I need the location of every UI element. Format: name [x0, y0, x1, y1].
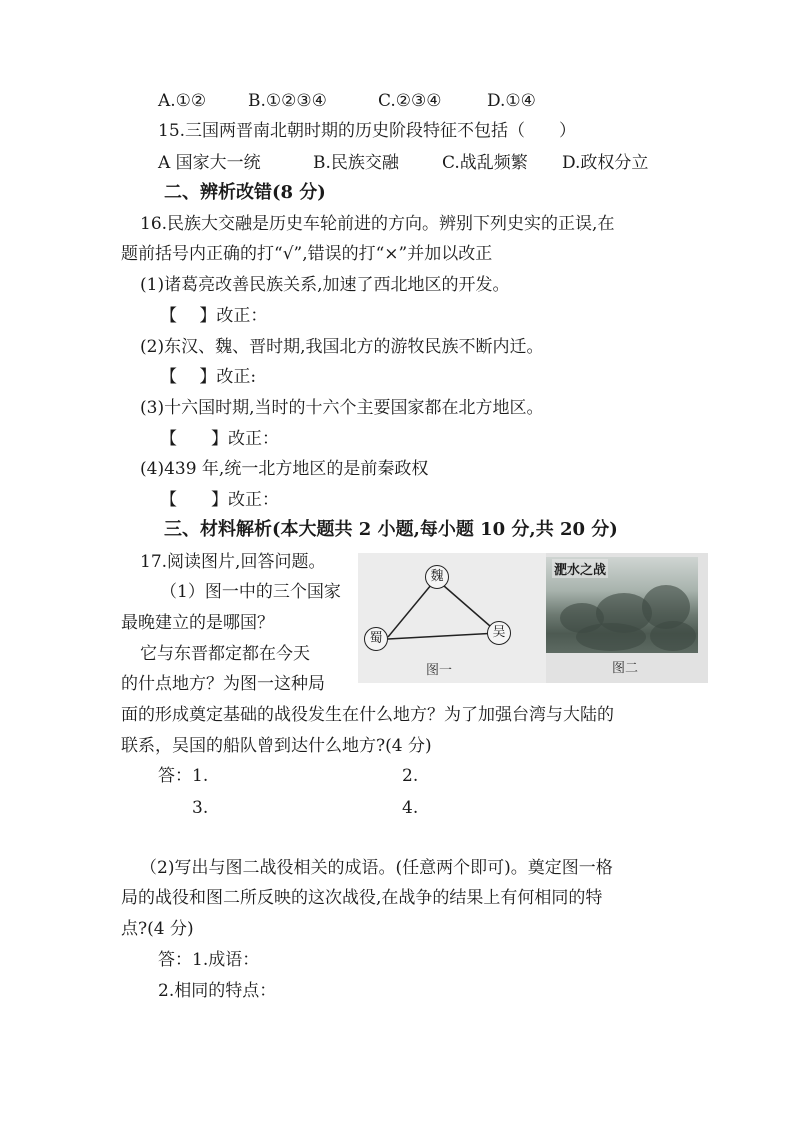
q17-1-line6: 联系，吴国的船队曾到达什么地方?(4 分) [121, 736, 432, 756]
q15-option-a: A 国家大一统 [158, 153, 261, 173]
q16-correction-4: 【 】改正： [160, 490, 279, 510]
q14-option-b: B.①②③④ [248, 91, 327, 111]
answer-label-4: 4. [402, 798, 419, 818]
q16-correction-2: 【 】改正: [160, 367, 257, 387]
q17-1-line2: 最晚建立的是哪国？ [121, 613, 274, 633]
q17-1-line3: 它与东晋都定都在今天 [140, 644, 310, 664]
answer-label-1: 答：1. [158, 766, 209, 786]
figure-three-kingdoms [358, 553, 546, 683]
q16-item-3: (3)十六国时期,当时的十六个主要国家都在北方地区。 [140, 398, 544, 418]
answer-label-2: 2. [402, 766, 419, 786]
answer-idiom-label: 答：1.成语： [158, 950, 260, 970]
q17-2-line1: （2)写出与图二战役相关的成语。(任意两个即可)。奠定图一格 [140, 858, 613, 878]
section3-title: 三、材料解析(本大题共 2 小题,每小题 10 分,共 20 分) [164, 519, 618, 540]
node-wei: 魏 [425, 565, 449, 589]
q15-option-c: C.战乱频繁 [442, 153, 528, 173]
edge-wei-shu [388, 579, 436, 637]
q17-2-line3: 点?(4 分) [121, 919, 194, 939]
q15-option-b: B.民族交融 [313, 153, 399, 173]
q17-intro: 17.阅读图片,回答问题。 [140, 552, 326, 572]
q16-line2: 题前括号内正确的打“√”,错误的打“×”并加以改正 [121, 244, 493, 264]
node-wu: 吴 [487, 621, 511, 645]
q17-1-line1: （1）图一中的三个国家 [160, 582, 341, 602]
q16-line1: 16.民族大交融是历史车轮前进的方向。辨别下列史实的正误,在 [140, 214, 615, 234]
answer-same-label: 2.相同的特点： [158, 981, 277, 1001]
figure2-caption: 图二 [612, 661, 639, 676]
figure2-title: 淝水之战 [552, 559, 608, 578]
q14-option-d: D.①④ [487, 91, 536, 111]
q16-item-2: (2)东汉、魏、晋时期,我国北方的游牧民族不断内迁。 [140, 337, 544, 357]
q16-item-4: (4)439 年,统一北方地区的是前秦政权 [140, 459, 429, 479]
edge-shu-wu [388, 633, 498, 639]
q17-2-line2: 局的战役和图二所反映的这次战役,在战争的结果上有何相同的特 [121, 888, 603, 908]
q16-item-1: (1)诸葛亮改善民族关系,加速了西北地区的开发。 [140, 275, 510, 295]
q16-correction-1: 【 】改正： [160, 306, 268, 326]
figure1-caption: 图一 [426, 663, 453, 678]
q15-option-d: D.政权分立 [562, 153, 649, 173]
answer-label-3: 3. [192, 798, 209, 818]
q15-stem: 15.三国两晋南北朝时期的历史阶段特征不包括（ ） [158, 121, 577, 141]
section2-title: 二、辨析改错(8 分) [164, 182, 326, 203]
q17-1-line5: 面的形成奠定基础的战役发生在什么地方？为了加强台湾与大陆的 [121, 705, 614, 725]
node-shu: 蜀 [364, 627, 388, 651]
q14-option-a: A.①② [158, 91, 207, 111]
q17-1-line4: 的什点地方？为图一这种局 [121, 674, 325, 694]
figure-battle-painting [546, 553, 708, 683]
q16-correction-3: 【 】改正： [160, 429, 279, 449]
q14-option-c: C.②③④ [378, 91, 442, 111]
